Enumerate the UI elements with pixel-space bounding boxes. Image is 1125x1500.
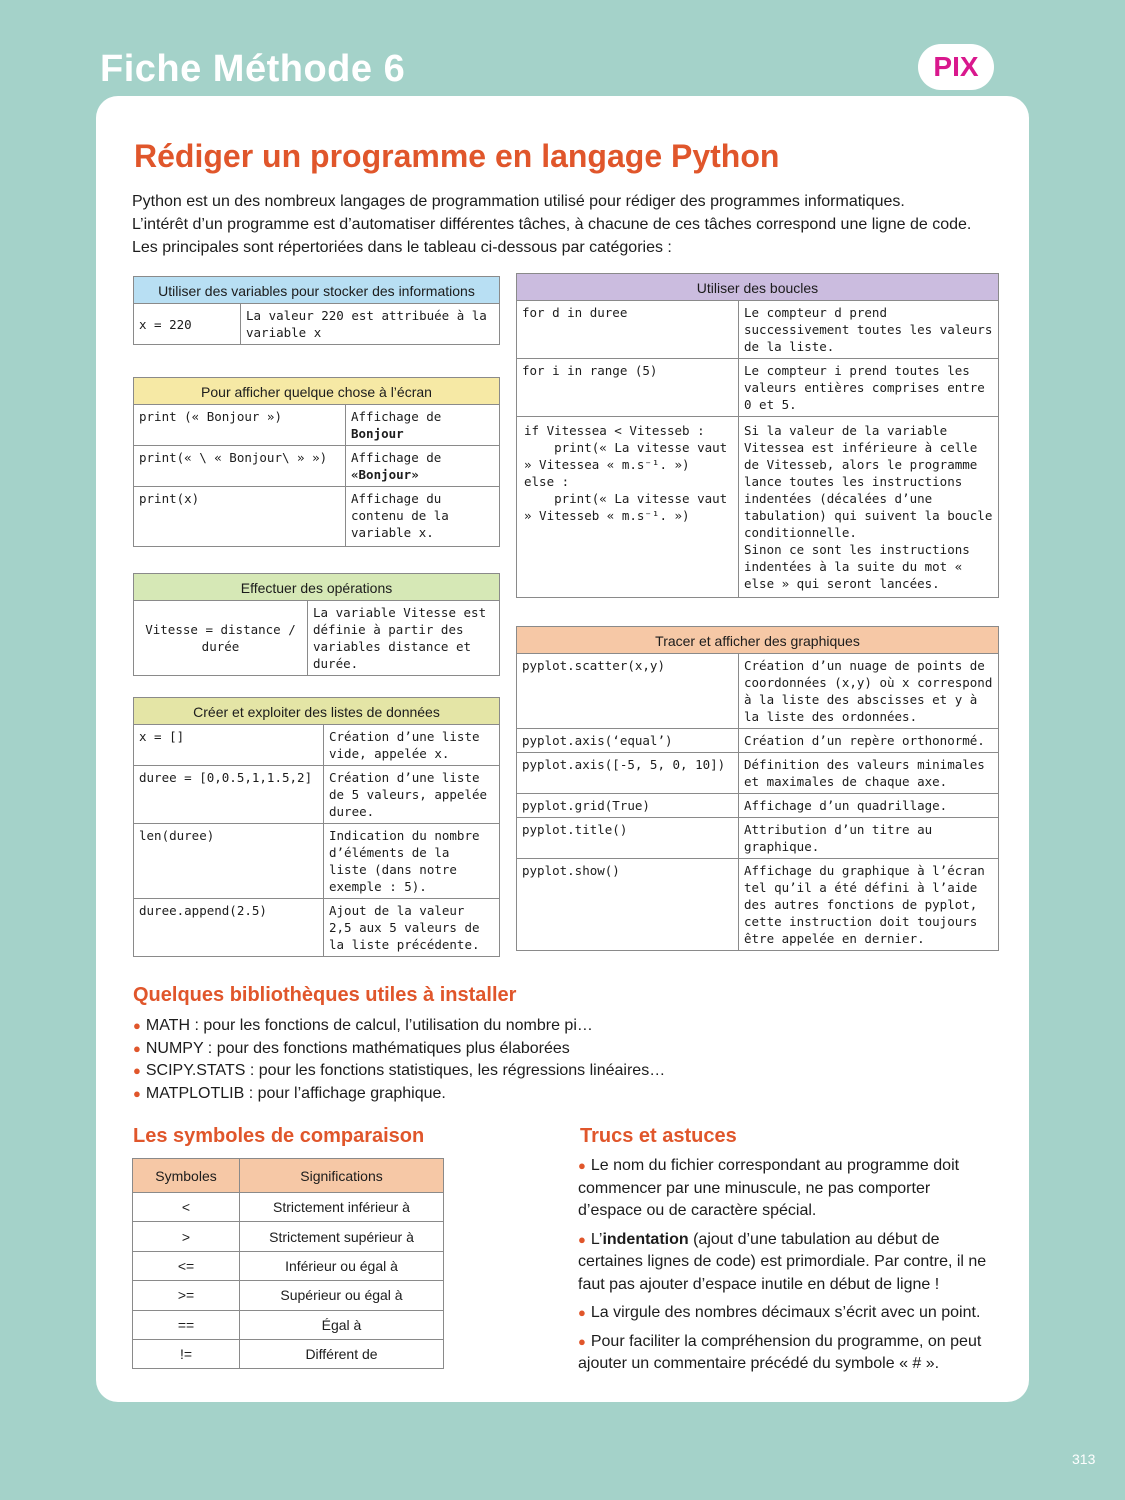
desc-cell xyxy=(346,446,500,487)
desc-bold: Bonjour xyxy=(351,426,404,441)
loops-table xyxy=(516,273,999,598)
code-cell: pyplot.grid(True) xyxy=(517,794,739,818)
desc-cell: Si la valeur de la variable Vitessea est inférieure à celle de Vitesseb, alors le programme lance toutes les instructions indentées (décalées d’une tabulation) qui suivent la boucle conditionnelle. Sinon ce sont les instructions indentées à la suite du mot « else » qui seront lancées. xyxy=(739,417,999,598)
desc-cell: Le compteur i prend toutes les valeurs entières comprises entre 0 et 5. xyxy=(739,359,999,417)
code-cell: duree = [0,0.5,1,1.5,2] xyxy=(134,766,324,824)
desc-bold: «Bonjour» xyxy=(351,467,419,482)
bullet-icon: ● xyxy=(578,1333,586,1349)
symbol-cell: <= xyxy=(133,1251,240,1280)
bullet-icon: ● xyxy=(578,1231,586,1247)
desc-cell: Création d’une liste vide, appelée x. xyxy=(324,725,500,766)
list-item xyxy=(133,1038,993,1061)
comparison-title: Les symboles de comparaison xyxy=(133,1125,425,1147)
code-cell: pyplot.show() xyxy=(517,859,739,951)
code-cell: len(duree) xyxy=(134,824,324,899)
meaning-cell: Supérieur ou égal à xyxy=(240,1281,444,1310)
code-cell: pyplot.axis([-5, 5, 0, 10]) xyxy=(517,753,739,794)
code-cell: if Vitessea < Vitesseb : print(« La vitesse vaut » Vitessea « m.s⁻¹. ») else : print(« La vitesse vaut » Vitesseb « m.s⁻¹. ») xyxy=(517,417,739,598)
symbol-cell: == xyxy=(133,1310,240,1339)
column-header: Significations xyxy=(240,1159,444,1193)
meaning-cell: Égal à xyxy=(240,1310,444,1339)
page-number: 313 xyxy=(1072,1451,1096,1467)
bullet-icon: ● xyxy=(578,1305,586,1320)
bullet-icon: ● xyxy=(578,1158,586,1173)
meaning-cell: Différent de xyxy=(240,1339,444,1368)
code-cell: x = [] xyxy=(134,725,324,766)
charts-table xyxy=(516,626,999,951)
desc-cell: Le compteur d prend successivement toutes les valeurs de la liste. xyxy=(739,301,999,359)
symbol-cell: > xyxy=(133,1222,240,1251)
pix-badge: PIX xyxy=(918,44,994,90)
meaning-cell: Strictement inférieur à xyxy=(240,1193,444,1222)
libraries-title: Quelques bibliothèques utiles à installer xyxy=(133,984,517,1006)
variables-table xyxy=(133,276,500,345)
code-cell: print (« Bonjour ») xyxy=(134,405,346,446)
desc-cell: La variable Vitesse est définie à partir des variables distance et durée. xyxy=(308,601,500,676)
intro-line: Python est un des nombreux langages de programmation utilisé pour rédiger des programmes informatiques. xyxy=(132,193,905,210)
operations-header: Effectuer des opérations xyxy=(134,574,500,601)
lists-table xyxy=(133,697,500,957)
desc-cell: La valeur 220 est attribuée à la variable x xyxy=(241,304,500,345)
intro-paragraph xyxy=(132,190,1012,259)
code-cell: Vitesse = distance / durée xyxy=(134,601,308,676)
desc-cell: Création d’un nuage de points de coordonnées (x,y) où x correspond à la liste des abscisses et y à la liste des ordonnées. xyxy=(739,654,999,729)
code-cell: duree.append(2.5) xyxy=(134,899,324,957)
tip-text: (ajout d’une tabulation au début de certaines lignes de code) est primordiale. Par contre, il ne faut pas ajouter d’espace inutile en début de ligne ! xyxy=(578,1230,987,1293)
lists-header: Créer et exploiter des listes de données xyxy=(134,698,500,725)
tip-item xyxy=(578,1331,998,1376)
desc-text: Affichage de xyxy=(351,450,442,465)
libraries-list xyxy=(133,1015,993,1105)
library-text: SCIPY.STATS : pour les fonctions statistiques, les régressions linéaires… xyxy=(145,1062,666,1079)
tips-title: Trucs et astuces xyxy=(580,1125,737,1147)
code-cell: x = 220 xyxy=(134,304,241,345)
code-cell: for d in duree xyxy=(517,301,739,359)
desc-cell: Ajout de la valeur 2,5 aux 5 valeurs de la liste précédente. xyxy=(324,899,500,957)
desc-cell: Affichage d’un quadrillage. xyxy=(739,794,999,818)
intro-line: Les principales sont répertoriées dans le tableau ci-dessous par catégories : xyxy=(132,239,672,256)
desc-cell: Affichage du graphique à l’écran tel qu’il a été défini à l’aide des autres fonctions de pyplot, cette instruction doit toujours être appelée en dernier. xyxy=(739,859,999,951)
tip-text: La virgule des nombres décimaux s’écrit avec un point. xyxy=(590,1304,981,1321)
symbol-cell: != xyxy=(133,1339,240,1368)
bullet-icon: ● xyxy=(133,1018,141,1033)
table-row xyxy=(133,1281,444,1310)
desc-cell: Indication du nombre d’éléments de la liste (dans notre exemple : 5). xyxy=(324,824,500,899)
page-header-title: Fiche Méthode 6 xyxy=(100,48,406,90)
symbol-cell: >= xyxy=(133,1281,240,1310)
list-item xyxy=(133,1015,993,1038)
code-cell: pyplot.title() xyxy=(517,818,739,859)
desc-text: Affichage de xyxy=(351,409,442,424)
tips-list xyxy=(578,1155,998,1382)
table-row xyxy=(133,1339,444,1368)
tip-text: Pour faciliter la compréhension du programme, on peut ajouter un commentaire précédé du symbole « # ». xyxy=(578,1332,982,1372)
desc-cell: Création d’un repère orthonormé. xyxy=(739,729,999,753)
code-cell: pyplot.axis(‘equal’) xyxy=(517,729,739,753)
operations-table xyxy=(133,573,500,676)
code-cell: print(x) xyxy=(134,487,346,547)
desc-cell: Définition des valeurs minimales et maximales de chaque axe. xyxy=(739,753,999,794)
tip-item xyxy=(578,1229,998,1297)
tip-item xyxy=(578,1155,998,1223)
bullet-icon: ● xyxy=(133,1085,141,1101)
list-item xyxy=(133,1060,993,1083)
bullet-icon: ● xyxy=(133,1063,141,1078)
main-title: Rédiger un programme en langage Python xyxy=(134,138,780,174)
variables-header: Utiliser des variables pour stocker des informations xyxy=(134,277,500,304)
library-text: NUMPY : pour des fonctions mathématiques plus élaborées xyxy=(145,1039,570,1057)
tip-text: Le nom du fichier correspondant au programme doit commencer par une minuscule, ne pas comporter d’espace ou de caractère spécial. xyxy=(578,1157,960,1219)
library-text: MATH : pour les fonctions de calcul, l’utilisation du nombre pi… xyxy=(145,1017,593,1034)
comparison-table xyxy=(132,1158,444,1369)
display-header: Pour afficher quelque chose à l’écran xyxy=(134,378,500,405)
code-cell: for i in range (5) xyxy=(517,359,739,417)
table-row xyxy=(133,1310,444,1339)
tip-prefix: L’ xyxy=(590,1230,603,1248)
tip-bold: indentation xyxy=(602,1230,689,1248)
table-row xyxy=(133,1222,444,1251)
intro-line: L’intérêt d’un programme est d’automatiser différentes tâches, à chacune de ces tâches correspond une ligne de code. xyxy=(132,216,972,233)
loops-header: Utiliser des boucles xyxy=(517,274,999,301)
meaning-cell: Inférieur ou égal à xyxy=(240,1251,444,1280)
table-row xyxy=(133,1251,444,1280)
desc-cell xyxy=(346,405,500,446)
tip-item xyxy=(578,1302,998,1325)
library-text: MATPLOTLIB : pour l’affichage graphique. xyxy=(145,1084,446,1102)
display-table xyxy=(133,377,500,547)
meaning-cell: Strictement supérieur à xyxy=(240,1222,444,1251)
charts-header: Tracer et afficher des graphiques xyxy=(517,627,999,654)
table-row xyxy=(133,1193,444,1222)
desc-cell: Attribution d’un titre au graphique. xyxy=(739,818,999,859)
column-header: Symboles xyxy=(133,1159,240,1193)
code-cell: print(« \ « Bonjour\ » ») xyxy=(134,446,346,487)
desc-cell: Affichage du contenu de la variable x. xyxy=(346,487,500,547)
list-item xyxy=(133,1083,993,1106)
symbol-cell: < xyxy=(133,1193,240,1222)
desc-cell: Création d’une liste de 5 valeurs, appelée duree. xyxy=(324,766,500,824)
bullet-icon: ● xyxy=(133,1040,141,1056)
code-cell: pyplot.scatter(x,y) xyxy=(517,654,739,729)
